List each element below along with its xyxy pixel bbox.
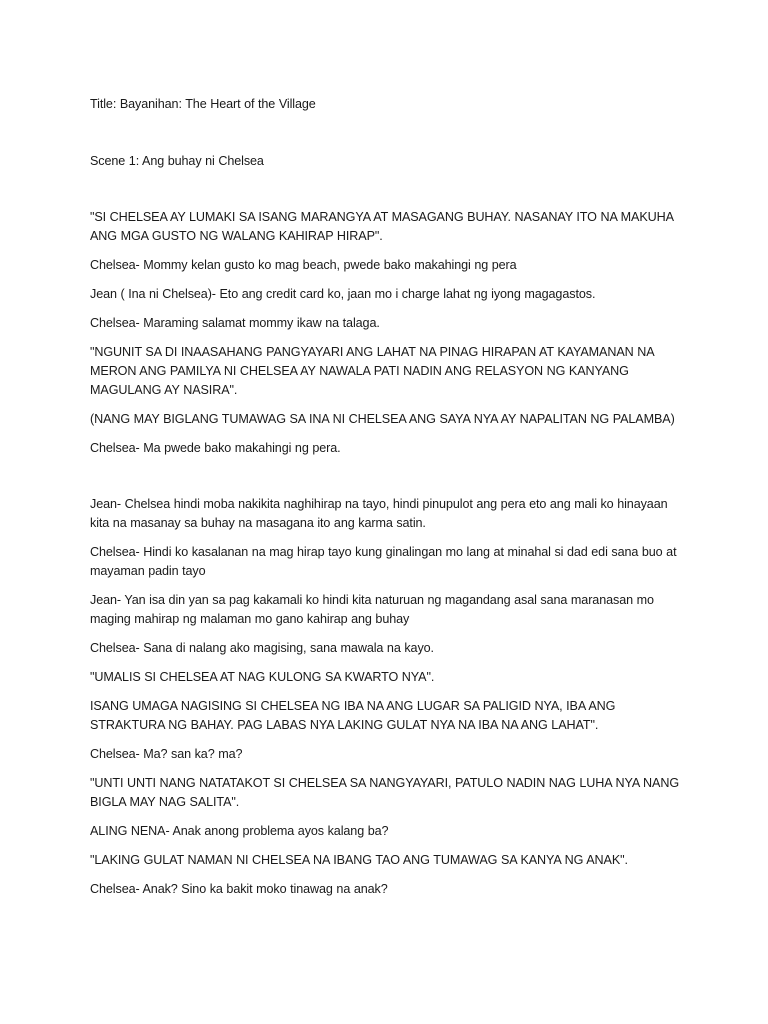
dialogue-line: Chelsea- Maraming salamat mommy ikaw na talaga. bbox=[90, 316, 380, 330]
narration-paragraph: "NGUNIT SA DI INAASAHANG PANGYAYARI ANG LAHAT NA PINAG HIRAPAN AT KAYAMANAN NA MERON ANG PAMILYA NI CHELSEA AY NAWALA PATI NADIN ANG RELASYON NG KANYANG MAGULANG AY NASIRA". bbox=[90, 345, 654, 397]
narration-paragraph: ISANG UMAGA NAGISING SI CHELSEA NG IBA NA ANG LUGAR SA PALIGID NYA, IBA ANG STRAKTURA NG BAHAY. PAG LABAS NYA LAKING GULAT NYA NA IBA NA ANG LAHAT". bbox=[90, 699, 616, 732]
dialogue-line: Chelsea- Ma pwede bako makahingi ng pera. bbox=[90, 441, 341, 455]
dialogue-line: Chelsea- Anak? Sino ka bakit moko tinawag na anak? bbox=[90, 882, 388, 896]
dialogue-line: Chelsea- Ma? san ka? ma? bbox=[90, 747, 243, 761]
document-title: Title: Bayanihan: The Heart of the Village bbox=[90, 97, 316, 111]
dialogue-line: Jean- Yan isa din yan sa pag kakamali ko hindi kita naturuan ng magandang asal sana maranasan mo maging mahirap ng malaman mo gano kahirap ang buhay bbox=[90, 593, 654, 626]
stage-direction: (NANG MAY BIGLANG TUMAWAG SA INA NI CHELSEA ANG SAYA NYA AY NAPALITAN NG PALAMBA) bbox=[90, 412, 675, 426]
dialogue-line: Chelsea- Sana di nalang ako magising, sana mawala na kayo. bbox=[90, 641, 434, 655]
dialogue-line: Chelsea- Hindi ko kasalanan na mag hirap tayo kung ginalingan mo lang at minahal si dad edi sana buo at mayaman padin tayo bbox=[90, 545, 677, 578]
document-body bbox=[90, 95, 690, 909]
narration-paragraph: "LAKING GULAT NAMAN NI CHELSEA NA IBANG TAO ANG TUMAWAG SA KANYA NG ANAK". bbox=[90, 853, 628, 867]
narration-paragraph: "UMALIS SI CHELSEA AT NAG KULONG SA KWARTO NYA". bbox=[90, 670, 435, 684]
scene-heading: Scene 1: Ang buhay ni Chelsea bbox=[90, 154, 264, 168]
narration-paragraph: "UNTI UNTI NANG NATATAKOT SI CHELSEA SA NANGYAYARI, PATULO NADIN NAG LUHA NYA NANG BIGLA MAY NAG SALITA". bbox=[90, 776, 680, 809]
narration-paragraph: "SI CHELSEA AY LUMAKI SA ISANG MARANGYA AT MASAGANG BUHAY. NASANAY ITO NA MAKUHA ANG MGA GUSTO NG WALANG KAHIRAP HIRAP". bbox=[90, 210, 674, 243]
dialogue-line: ALING NENA- Anak anong problema ayos kalang ba? bbox=[90, 824, 389, 838]
dialogue-line: Jean- Chelsea hindi moba nakikita naghihirap na tayo, hindi pinupulot ang pera eto ang mali ko hinayaan kita na masanay sa buhay na masagana ito ang karma satin. bbox=[90, 497, 668, 530]
dialogue-line: Chelsea- Mommy kelan gusto ko mag beach, pwede bako makahingi ng pera bbox=[90, 258, 517, 272]
dialogue-line: Jean ( Ina ni Chelsea)- Eto ang credit card ko, jaan mo i charge lahat ng iyong magagastos. bbox=[90, 287, 596, 301]
